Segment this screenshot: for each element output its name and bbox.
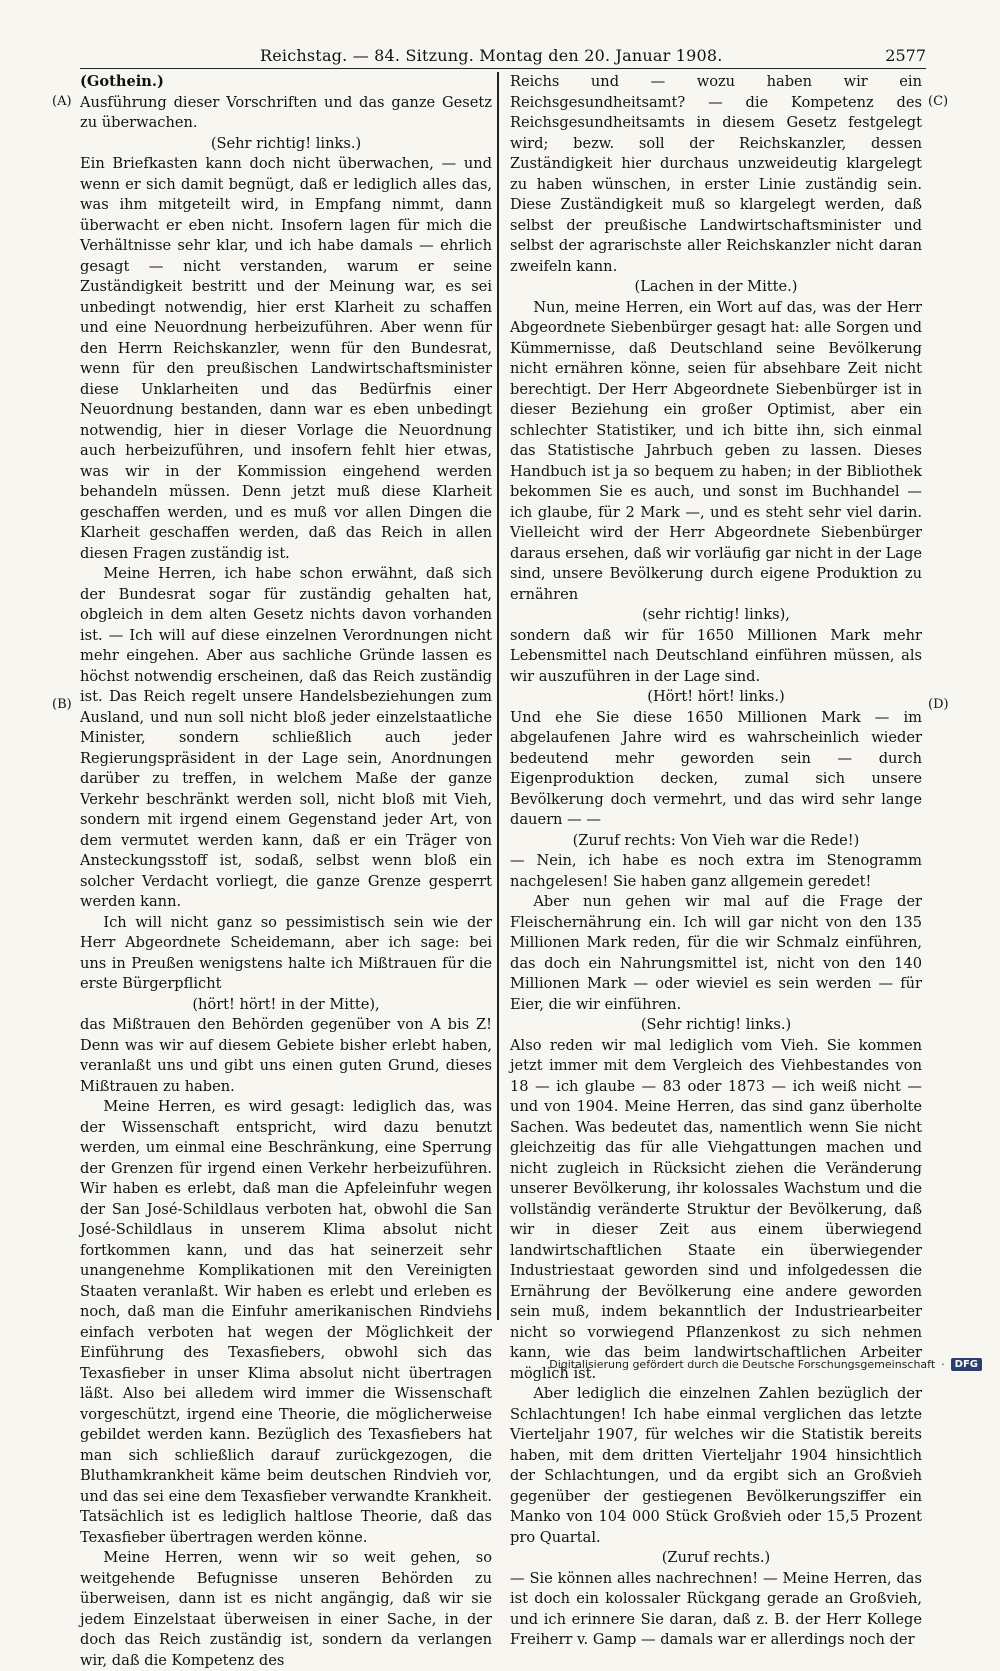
footer: Digitalisierung gefördert durch die Deutsche Forschungsgemeinschaft · DFG — [549, 1358, 982, 1371]
paragraph: Und ehe Sie diese 1650 Millionen Mark — im abgelaufenen Jahre wird es wahrscheinlich wieder bedeutend mehr geworden sein — durch Eigenproduktion decken, zumal sich unsere Bevölkerung doch vermehrt, und das wird sehr lange dauern — — — [510, 708, 922, 831]
paragraph: Also reden wir mal lediglich vom Vieh. Sie kommen jetzt immer mit dem Vergleich des Viehbestandes von 18 — ich glaube — 83 oder 1873 — ich weiß nicht — und von 1904. Meine Herren, das sind ganz überholte Sachen. Was bedeutet das, namentlich wenn Sie nicht gleichzeitig das für alle Viehgattungen machen und nicht zugleich in Rücksicht ziehen die Veränderung unserer Bevölkerung, ihr kolossales Wachstum und die vollständig veränderte Struktur der Bevölkerung, daß wir in dieser Zeit aus einem überwiegend landwirtschaftlichen Staate ein überwiegender Industriestaat geworden sind und infolgedessen die Ernährung der Bevölkerung eine andere geworden sein muß, indem bekanntlich der Industriearbeiter nicht so vorwiegend Pflanzenkost zu sich nehmen kann, wie das beim landwirtschaftlichen Arbeiter möglich ist. — [510, 1036, 922, 1385]
paragraph: Ich will nicht ganz so pessimistisch sein wie der Herr Abgeordnete Scheidemann, aber ich sage: bei uns in Preußen wenigstens halte ich Mißtrauen für die erste Bürgerpflicht — [80, 913, 492, 995]
interjection: (sehr richtig! links), — [510, 605, 922, 626]
margin-mark-d: (D) — [928, 697, 949, 712]
paragraph: Reichs und — wozu haben wir ein Reichsgesundheitsamt? — die Kompetenz des Reichsgesundheitsamts in diesem Gesetz festgelegt wird; bezw. soll der Reichskanzler, dessen Zuständigkeit hier durchaus unzweideutig klargelegt zu haben wünschen, in erster Linie zuständig sein. Diese Zuständigkeit muß so klargelegt werden, daß selbst der preußische Landwirtschaftsminister und selbst der agrarischste aller Reichskanzler nicht daran zweifeln kann. — [510, 72, 922, 277]
margin-mark-a: (A) — [52, 94, 72, 109]
right-paragraphs — [510, 72, 922, 1651]
paragraph: das Mißtrauen den Behörden gegenüber von A bis Z! Denn was wir auf diesem Gebiete bisher erlebt haben, veranlaßt uns und gibt uns einen guten Grund, dieses Mißtrauen zu haben. — [80, 1015, 492, 1097]
right-column — [510, 72, 922, 1312]
interjection: (hört! hört! in der Mitte), — [80, 995, 492, 1016]
paragraph: Ein Briefkasten kann doch nicht überwachen, — und wenn er sich damit begnügt, daß er lediglich alles das, was ihm mitgeteilt wird, in Empfang nimmt, dann überwacht er eben nicht. Insofern lagen für mich die Verhältnisse sehr klar, und ich habe damals — ehrlich gesagt — nicht verstanden, warum er seine Zuständigkeit bestritt und der Meinung war, es sei unbedingt notwendig, hier erst Klarheit zu schaffen und eine Neuordnung herbeizuführen. Aber wenn für den Herrn Reichskanzler, wenn für den Bundesrat, wenn für den preußischen Landwirtschaftsminister diese Unklarheiten und das Bedürfnis einer Neuordnung bestanden, dann war es eben unbedingt notwendig, hier in dieser Vorlage die Neuordnung auch herbeizuführen, und insofern fehlt hier etwas, was wir in der Kommission eingehend werden behandeln müssen. Denn jetzt muß diese Klarheit geschaffen werden, und es muß vor allen Dingen die Klarheit geschaffen werden, daß das Reich in allen diesen Fragen zuständig ist. — [80, 154, 492, 564]
margin-mark-b: (B) — [52, 697, 72, 712]
paragraph: sondern daß wir für 1650 Millionen Mark mehr Lebensmittel nach Deutschland einführen müssen, als wir auszuführen in der Lage sind. — [510, 626, 922, 688]
paragraph: Meine Herren, wenn wir so weit gehen, so weitgehende Befugnisse unseren Behörden zu überweisen, dann ist es nicht angängig, daß wir sie jedem Einzelstaat überweisen in einer Sache, in der doch das Reich zuständig ist, sondern da verlangen wir, daß die Kompetenz des — [80, 1548, 492, 1671]
paragraph: Nun, meine Herren, ein Wort auf das, was der Herr Abgeordnete Siebenbürger gesagt hat: alle Sorgen und Kümmernisse, daß Deutschland seine Bevölkerung nicht ernähren könne, seien für absehbare Zeit nicht berechtigt. Der Herr Abgeordnete Siebenbürger ist in dieser Beziehung ein großer Optimist, aber ein schlechter Statistiker, und ich bitte ihn, sich einmal das Statistische Jahrbuch geben zu lassen. Dieses Handbuch ist ja so bequem zu haben; in der Bibliothek bekommen Sie es auch, und sonst im Buchhandel — ich glaube, für 2 Mark —, und es steht sehr viel darin. Vielleicht wird der Herr Abgeordnete Siebenbürger daraus ersehen, daß wir vorläufig gar nicht in der Lage sind, unsere Bevölkerung durch eigene Produktion zu ernähren — [510, 298, 922, 606]
interjection: (Hört! hört! links.) — [510, 687, 922, 708]
page-header — [80, 46, 926, 69]
margin-mark-c: (C) — [928, 94, 948, 109]
interjection: (Sehr richtig! links.) — [510, 1015, 922, 1036]
paragraph: Ausführung dieser Vorschriften und das ganze Gesetz zu überwachen. — [80, 93, 492, 134]
paragraph: Aber nun gehen wir mal auf die Frage der Fleischernährung ein. Ich will gar nicht von den 135 Millionen Mark reden, für die wir Schmalz einführen, das doch ein Nahrungsmittel ist, nicht von den 140 Millionen Mark — oder wieviel es sein werden — für Eier, die wir einführen. — [510, 892, 922, 1015]
paragraph: — Nein, ich habe es noch extra im Stenogramm nachgelesen! Sie haben ganz allgemein geredet! — [510, 851, 922, 892]
paragraph: Meine Herren, ich habe schon erwähnt, daß sich der Bundesrat sogar für zuständig gehalten hat, obgleich in dem alten Gesetz nichts davon vorhanden ist. — Ich will auf diese einzelnen Verordnungen nicht mehr eingehen. Aber aus sachliche Gründe lassen es höchst notwendig erscheinen, daß das Reich zuständig ist. Das Reich regelt unsere Handelsbeziehungen zum Ausland, und nun soll nicht bloß jeder einzelstaatliche Minister, sondern schließlich auch jeder Regierungspräsident in der Lage sein, Anordnungen darüber zu treffen, in welchem Maße der ganze Verkehr beschränkt werden soll, nicht bloß mit Vieh, sondern mit irgend einem Gegenstand jeder Art, von dem vermutet werden kann, daß er ein Träger von Ansteckungsstoff ist, sodaß, selbst wenn bloß ein solcher Verdacht vorliegt, die ganze Grenze gesperrt werden kann. — [80, 564, 492, 913]
interjection: (Zuruf rechts.) — [510, 1548, 922, 1569]
interjection: (Lachen in der Mitte.) — [510, 277, 922, 298]
left-column — [80, 72, 492, 1312]
interjection: (Zuruf rechts: Von Vieh war die Rede!) — [510, 831, 922, 852]
paragraph: — Sie können alles nachrechnen! — Meine Herren, das ist doch ein kolossaler Rückgang gerade an Großvieh, und ich erinnere Sie daran, daß z. B. der Herr Kollege Freiherr v. Gamp — damals war er allerdings noch der — [510, 1569, 922, 1651]
dfg-logo: DFG — [951, 1358, 982, 1371]
speaker-name: (Gothein.) — [80, 72, 492, 93]
footer-credit: Digitalisierung gefördert durch die Deutsche Forschungsgemeinschaft — [549, 1358, 935, 1371]
interjection: (Sehr richtig! links.) — [80, 134, 492, 155]
left-paragraphs — [80, 93, 492, 1671]
paragraph: Meine Herren, es wird gesagt: lediglich das, was der Wissenschaft entspricht, wird dazu benutzt werden, um einmal eine Beschränkung, eine Sperrung der Grenzen für irgend einen Verkehr herbeizuführen. Wir haben es erlebt, daß man die Apfeleinfuhr wegen der San José-Schildlaus verboten hat, obwohl die San José-Schildlaus in unserem Klima absolut nicht fortkommen kann, und das hat seinerzeit sehr unangenehme Komplikationen mit den Vereinigten Staaten veranlaßt. Wir haben es erlebt und erleben es noch, daß man die Einfuhr amerikanischen Rindviehs einfach verboten hat wegen der Möglichkeit der Einführung des Texasfiebers, obwohl sich das Texasfieber in unser Klima absolut nicht übertragen läßt. Also bei alledem wird immer die Wissenschaft vorgeschützt, irgend eine Theorie, die möglicherweise gebildet werden kann. Bezüglich des Texasfiebers hat man sich schließlich darauf zurückgezogen, die Bluthamkrankheit käme beim deutschen Rindvieh vor, und das sei eine dem Texasfieber verwandte Krankheit. Tatsächlich ist es lediglich haltlose Theorie, daß das Texasfieber übertragen werden könne. — [80, 1097, 492, 1548]
page-number: 2577 — [885, 46, 926, 65]
paragraph: Aber lediglich die einzelnen Zahlen bezüglich der Schlachtungen! Ich habe einmal verglichen das letzte Vierteljahr 1907, für welches wir die Statistik bereits haben, mit dem dritten Vierteljahr 1904 hinsichtlich der Schlachtungen, und da ergibt sich an Großvieh gegenüber der gestiegenen Bevölkerungsziffer ein Manko von 104 000 Stück Großvieh oder 15,5 Prozent pro Quartal. — [510, 1384, 922, 1548]
page-title: Reichstag. — 84. Sitzung. Montag den 20. Januar 1908. — [260, 46, 723, 65]
column-divider — [497, 72, 499, 1320]
